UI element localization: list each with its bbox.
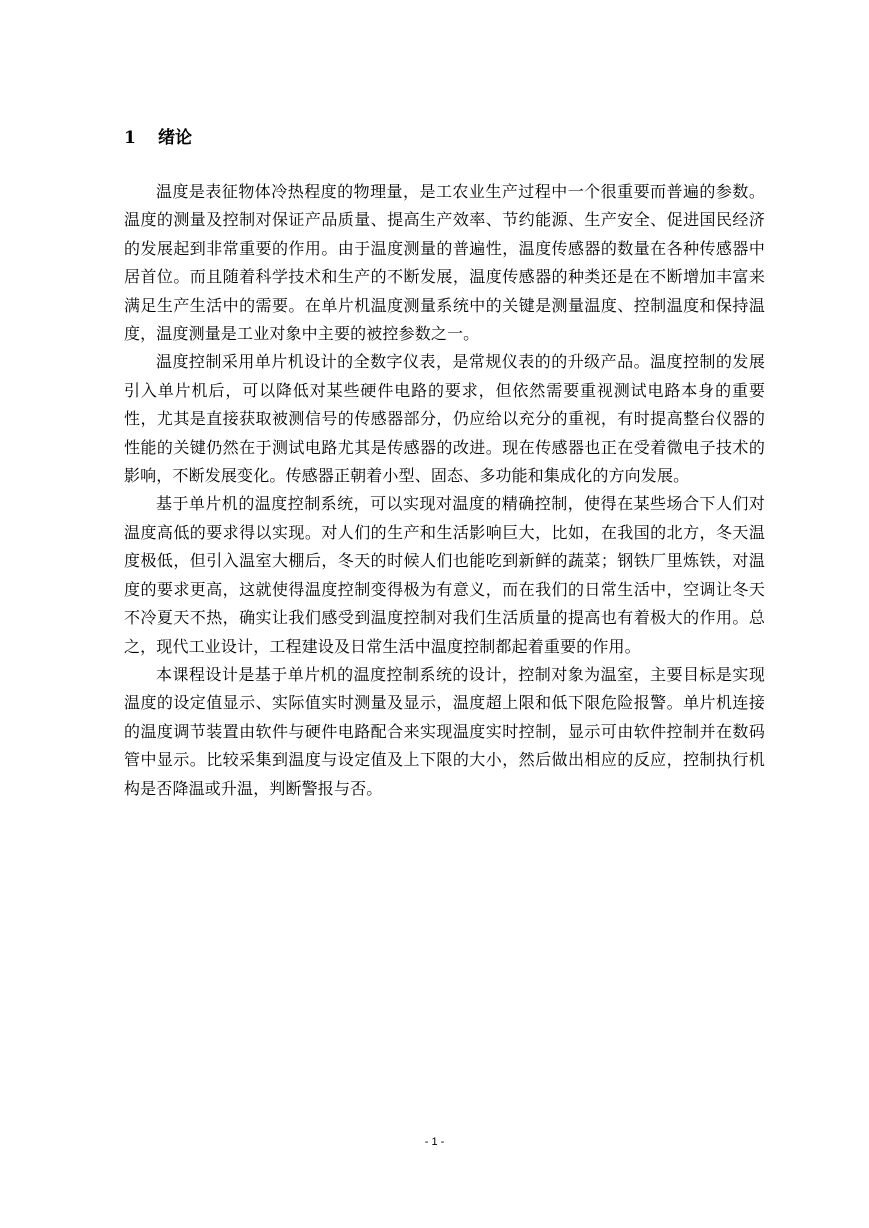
paragraph-3: 基于单片机的温度控制系统，可以实现对温度的精确控制，使得在某些场合下人们对温度高低的要求得以实现。对人们的生产和生活影响巨大，比如，在我国的北方，冬天温度极低，但引入温室大棚后，冬天的时候人们也能吃到新鲜的蔬菜；钢铁厂里炼铁，对温度的要求更高，这就使得温度控制变得极为有意义，而在我们的日常生活中，空调让冬天不冷夏天不热，确实让我们感受到温度控制对我们生活质量的提高也有着极大的作用。总之，现代工业设计，工程建设及日常生活中温度控制都起着重要的作用。 (124, 494, 765, 656)
chapter-heading (124, 126, 192, 150)
paragraph-4: 本课程设计是基于单片机的温度控制系统的设计，控制对象为温室，主要目标是实现温度的设定值显示、实际值实时测量及显示，温度超上限和低下限危险报警。单片机连接的温度调节装置由软件与硬件电路配合来实现温度实时控制，显示可由软件控制并在数码管中显示。比较采集到温度与设定值及上下限的大小，然后做出相应的反应，控制执行机构是否降温或升温，判断警报与否。 (124, 664, 765, 798)
chapter-number: 1 (124, 128, 136, 148)
chapter-title: 绪论 (158, 128, 192, 148)
paragraph-1: 温度是表征物体冷热程度的物理量，是工农业生产过程中一个很重要而普遍的参数。温度的测量及控制对保证产品质量、提高生产效率、节约能源、生产安全、促进国民经济的发展起到非常重要的作用。由于温度测量的普遍性，温度传感器的数量在各种传感器中居首位。而且随着科学技术和生产的不断发展，温度传感器的种类还是在不断增加丰富来满足生产生活中的需要。在单片机温度测量系统中的关键是测量温度、控制温度和保持温度，温度测量是工业对象中主要的被控参数之一。 (124, 182, 765, 344)
paragraph-2: 温度控制采用单片机设计的全数字仪表，是常规仪表的的升级产品。温度控制的发展引入单片机后，可以降低对某些硬件电路的要求，但依然需要重视测试电路本身的重要性，尤其是直接获取被测信号的传感器部分，仍应给以充分的重视，有时提高整台仪器的性能的关键仍然在于测试电路尤其是传感器的改进。现在传感器也正在受着微电子技术的影响，不断发展变化。传感器正朝着小型、固态、多功能和集成化的方向发展。 (124, 352, 765, 486)
chapter-body (124, 178, 765, 803)
page-number: - 1 - (424, 1136, 445, 1148)
